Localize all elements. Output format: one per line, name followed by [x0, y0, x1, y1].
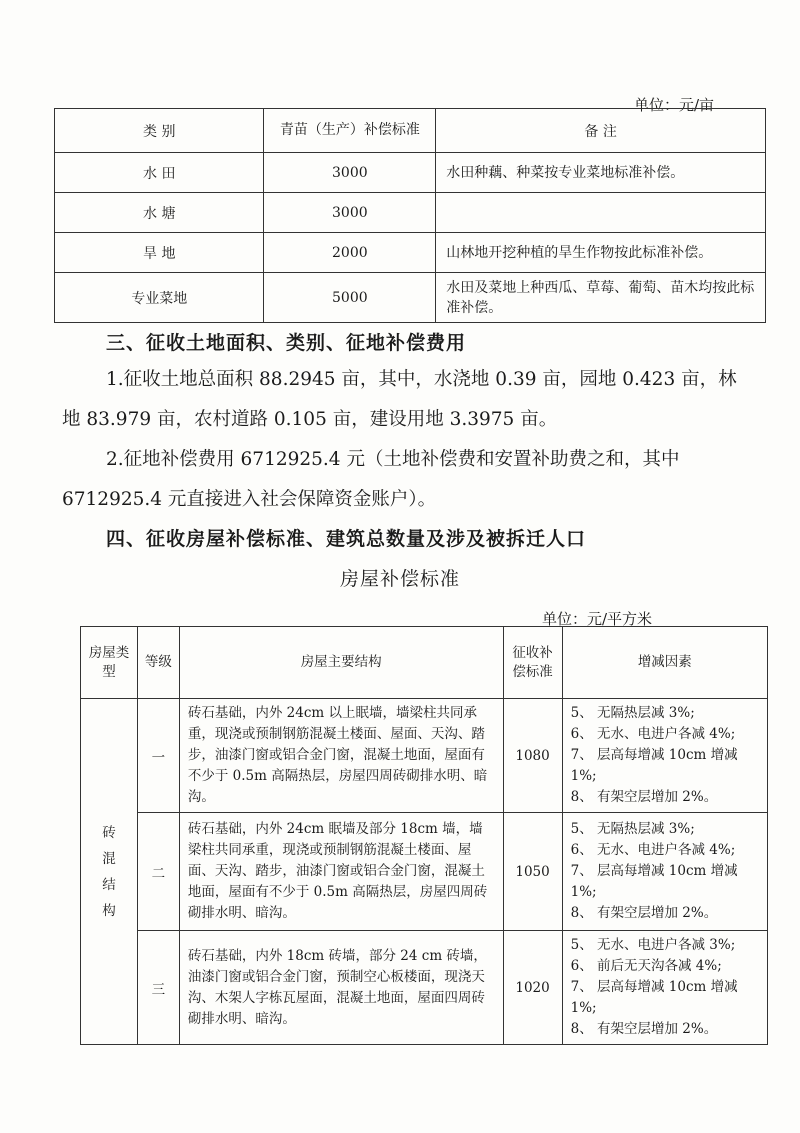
table-row	[55, 193, 766, 233]
table-row	[55, 153, 766, 193]
header-structure: 房屋主要结构	[179, 627, 503, 699]
header-house-type: 房屋类型	[81, 627, 138, 699]
row-type: 旱 地	[55, 233, 264, 273]
header-factors: 增减因素	[562, 627, 767, 699]
header-category: 类 别	[55, 109, 264, 153]
row-type: 专业菜地	[55, 273, 264, 323]
factor-item: 5、 无隔热层减 3%;	[570, 705, 695, 721]
factor-item: 6、 无水、电进户各减 4%;	[570, 842, 736, 858]
table2-unit: 单位：元/平方米	[542, 610, 653, 628]
section3-paragraph-1	[62, 360, 752, 440]
factor-item: 7、 层高每增减 10cm 增减 1%;	[570, 979, 738, 1016]
factor-item: 7、 层高每增减 10cm 增减 1%;	[570, 863, 738, 900]
factor-item: 8、 有架空层增加 2%。	[570, 905, 718, 921]
factors-cell	[562, 813, 767, 931]
standard-cell: 1080	[503, 699, 562, 813]
paragraph-text: 1.征收土地总面积 88.2945 亩，其中，水浇地 0.39 亩，园地 0.423 亩，林地 83.979 亩，农村道路 0.105 亩，建设用地 3.3975 亩。	[62, 369, 737, 430]
row-standard: 3000	[264, 193, 436, 233]
grade-cell: 一	[137, 699, 179, 813]
structure-cell: 砖石基础，内外 18cm 砖墙，部分 24 cm 砖墙，油漆门窗或铝合金门窗，预制空心板楼面，现浇天沟、木架人字栋瓦屋面，混凝土地面，屋面四周砖砌排水明、暗沟。	[179, 931, 503, 1045]
standard-cell: 1050	[503, 813, 562, 931]
grade-cell: 二	[137, 813, 179, 931]
factors-cell	[562, 931, 767, 1045]
house-type-cell	[81, 699, 138, 1045]
row-standard: 3000	[264, 153, 436, 193]
section4-heading: 四、征收房屋补偿标准、建筑总数量及涉及被拆迁人口	[106, 528, 587, 550]
paragraph-text: 2.征地补偿费用 6712925.4 元（土地补偿费和安置补助费之和，其中 6712925.4 元直接进入社会保障资金账户）。	[62, 449, 680, 510]
factor-item: 5、 无水、电进户各减 3%;	[570, 937, 736, 953]
factors-cell	[562, 699, 767, 813]
section3-paragraph-2	[62, 440, 752, 520]
row-standard: 2000	[264, 233, 436, 273]
factor-item: 6、 无水、电进户各减 4%;	[570, 726, 736, 742]
row-standard: 5000	[264, 273, 436, 323]
structure-cell: 砖石基础，内外 24cm 眠墙及部分 18cm 墙，墙梁柱共同承重，现浇或预制钢筋混凝土楼面、屋面、天沟、踏步，油漆门窗或铝合金门窗，混凝土地面，屋面有不少于 0.5m 高隔热层，房屋四周砖砌排水明、暗沟。	[179, 813, 503, 931]
factor-item: 8、 有架空层增加 2%。	[570, 789, 718, 805]
table-row	[81, 813, 768, 931]
seedling-compensation-table	[54, 108, 766, 323]
table-header-row	[81, 627, 768, 699]
grade-cell: 三	[137, 931, 179, 1045]
factor-item: 8、 有架空层增加 2%。	[570, 1021, 718, 1037]
structure-cell: 砖石基础，内外 24cm 以上眠墙，墙梁柱共同承重，现浇或预制钢筋混凝土楼面、屋面、天沟、踏步，油漆门窗或铝合金门窗，混凝土地面，屋面有不少于 0.5m 高隔热层，房屋四周砖砌排水明、暗沟。	[179, 699, 503, 813]
table-row	[55, 273, 766, 323]
factor-item: 5、 无隔热层减 3%;	[570, 821, 695, 837]
factor-item: 7、 层高每增减 10cm 增减 1%;	[570, 747, 738, 784]
table1-unit: 单位：元/亩	[634, 96, 715, 114]
row-note: 水田及菜地上种西瓜、草莓、葡萄、苗木均按此标准补偿。	[436, 273, 766, 323]
section3-heading: 三、征收土地面积、类别、征地补偿费用	[106, 332, 467, 354]
row-type: 水 田	[55, 153, 264, 193]
table-row	[55, 233, 766, 273]
header-standard: 青苗（生产）补偿标准	[264, 109, 436, 153]
table-row	[81, 931, 768, 1045]
header-note: 备 注	[436, 109, 766, 153]
house-type-label: 砖混结构	[102, 824, 116, 919]
row-note	[436, 193, 766, 233]
header-standard: 征收补偿标准	[503, 627, 562, 699]
table2-title: 房屋补偿标准	[339, 568, 460, 590]
factor-item: 6、 前后无天沟各减 4%;	[570, 958, 722, 974]
house-compensation-table	[80, 626, 768, 1045]
table-header-row	[55, 109, 766, 153]
table-row	[81, 699, 768, 813]
row-note: 水田种藕、种菜按专业菜地标准补偿。	[436, 153, 766, 193]
row-note: 山林地开挖种植的旱生作物按此标准补偿。	[436, 233, 766, 273]
standard-cell: 1020	[503, 931, 562, 1045]
header-grade: 等级	[137, 627, 179, 699]
row-type: 水 塘	[55, 193, 264, 233]
